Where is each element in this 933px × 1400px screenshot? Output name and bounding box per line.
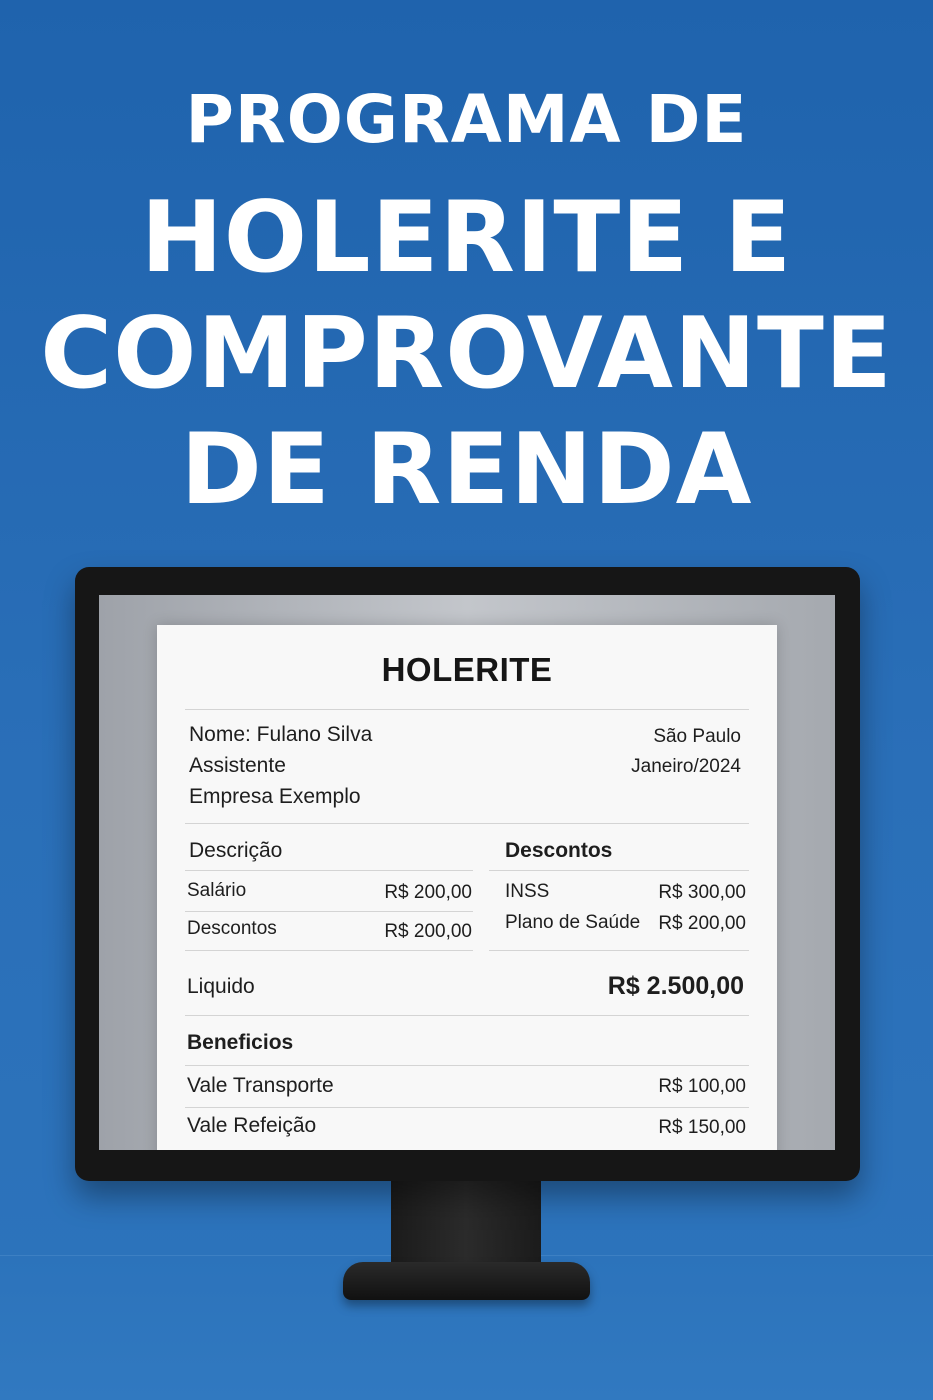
deductions-row-value: R$ 200,00 bbox=[658, 913, 746, 934]
divider bbox=[185, 1107, 749, 1108]
divider bbox=[185, 870, 473, 871]
deductions-row-label: INSS bbox=[505, 881, 550, 902]
payslip-period: Janeiro/2024 bbox=[631, 756, 741, 777]
net-label: Liquido bbox=[187, 975, 255, 998]
divider bbox=[185, 911, 473, 912]
payslip-city: São Paulo bbox=[653, 726, 741, 747]
headline-line-4: DE RENDA bbox=[180, 413, 753, 527]
benefits-row-value: R$ 150,00 bbox=[658, 1117, 746, 1138]
benefits-row-value: R$ 100,00 bbox=[658, 1076, 746, 1097]
deductions-row-label: Plano de Saúde bbox=[505, 912, 641, 933]
description-row-label: Salário bbox=[187, 880, 247, 901]
divider bbox=[489, 870, 749, 871]
deductions-row-value: R$ 300,00 bbox=[658, 882, 746, 903]
payslip-title: HOLERITE bbox=[381, 651, 553, 688]
headline-line-3: COMPROVANTE bbox=[40, 297, 893, 411]
divider bbox=[185, 950, 473, 951]
description-row-value: R$ 200,00 bbox=[384, 921, 472, 942]
monitor-screen bbox=[99, 595, 835, 1150]
divider bbox=[185, 709, 749, 710]
payslip-document bbox=[157, 625, 777, 1150]
headline-line-1: PROGRAMA DE bbox=[185, 81, 748, 158]
benefits-header: Beneficios bbox=[187, 1031, 294, 1054]
description-row-label: Descontos bbox=[187, 918, 277, 939]
divider bbox=[185, 823, 749, 824]
employee-name: Nome: Fulano Silva bbox=[189, 723, 373, 746]
monitor bbox=[75, 567, 860, 1181]
description-header: Descrição bbox=[189, 839, 283, 862]
divider bbox=[489, 950, 749, 951]
description-row-value: R$ 200,00 bbox=[384, 882, 472, 903]
deductions-header: Descontos bbox=[505, 839, 613, 862]
employee-company: Empresa Exemplo bbox=[189, 785, 361, 808]
divider bbox=[185, 1065, 749, 1066]
headline-line-2: HOLERITE E bbox=[140, 181, 793, 295]
net-value: R$ 2.500,00 bbox=[607, 972, 744, 1000]
benefits-row-label: Vale Transporte bbox=[187, 1074, 334, 1097]
benefits-row-label: Vale Refeição bbox=[187, 1114, 317, 1137]
employee-role: Assistente bbox=[189, 754, 286, 777]
divider bbox=[185, 1015, 749, 1016]
monitor-stand-base bbox=[343, 1262, 590, 1300]
